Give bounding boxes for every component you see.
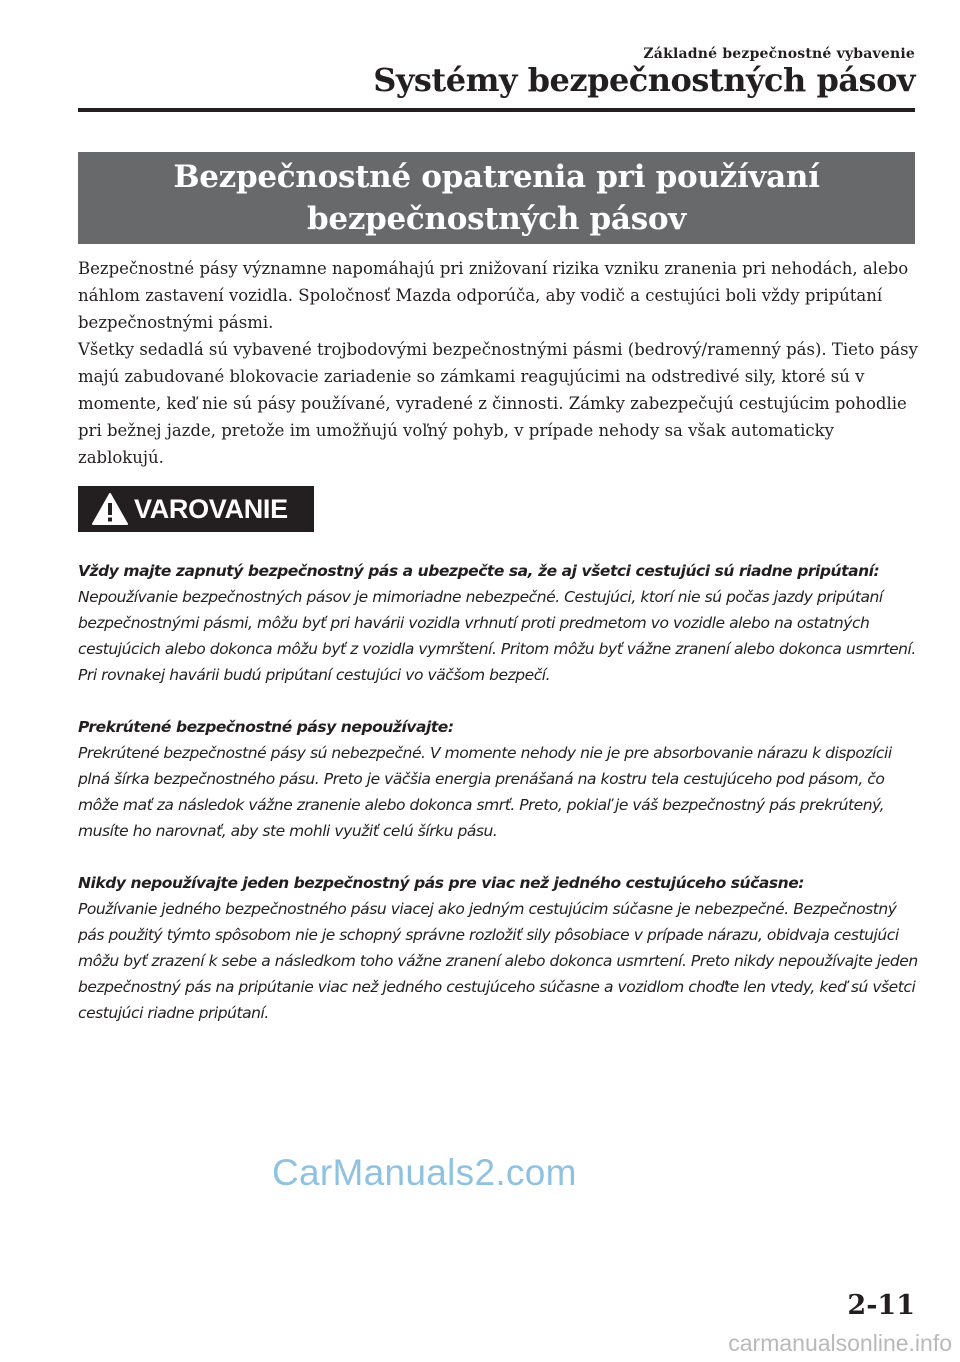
- section-title: Bezpečnostné opatrenia pri používaní bezpečnostných pásov: [173, 159, 820, 237]
- intro-text: [78, 255, 923, 471]
- footer-watermark: carmanualsonline.info: [728, 1330, 952, 1356]
- warning-body: Nepoužívanie bezpečnostných pásov je mimoriadne nebezpečné. Cestujúci, ktorí nie sú počas jazdy pripútaní bezpečnostnými pásmi, môžu byť pri havárii vozidla vrhnutí proti predmetom vo vozidle alebo na ostatných cestujúcich alebo dokonca môžu byť z vozidla vymrštení. Pritom môžu byť vážne zranení alebo dokonca usmrtení. Pri rovnakej havárii budú pripútaní cestujúci vo väčšom bezpečí.: [78, 588, 916, 684]
- warning-list: [78, 558, 923, 1052]
- intro-paragraph: Bezpečnostné pásy významne napomáhajú pri znižovaní rizika vzniku zranenia pri nehodách, alebo náhlom zastavení vozidla. Spoločnosť Mazda odporúča, aby vodič a cestujúci boli vždy pripútaní bezpečnostnými pásmi.: [78, 259, 909, 332]
- chapter-subtitle: Základné bezpečnostné vybavenie: [643, 46, 915, 62]
- warning-heading: Nikdy nepoužívajte jeden bezpečnostný pás pre viac než jedného cestujúceho súčasne:: [78, 874, 805, 892]
- warning-item: [78, 714, 923, 844]
- warning-heading: Vždy majte zapnutý bezpečnostný pás a ubezpečte sa, že aj všetci cestujúci sú riadne pripútaní:: [78, 562, 880, 580]
- warning-label: VAROVANIE: [134, 493, 288, 524]
- chapter-title: Systémy bezpečnostných pásov: [373, 61, 915, 99]
- section-title-banner: [78, 152, 915, 244]
- warning-triangle-icon: [90, 491, 130, 527]
- warning-item: [78, 870, 923, 1026]
- warning-heading: Prekrútené bezpečnostné pásy nepoužívajte:: [78, 718, 454, 736]
- watermark: CarManuals2.com: [272, 1152, 577, 1193]
- warning-badge: [78, 486, 314, 532]
- warning-body: Prekrútené bezpečnostné pásy sú nebezpečné. V momente nehody nie je pre absorbovanie nárazu k dispozícii plná šírka bezpečnostného pásu. Preto je väčšia energia prenášaná na kostru tela cestujúceho pod pásom, čo môže mať za následok vážne zranenie alebo dokonca smrť. Preto, pokiaľ je váš bezpečnostný pás prekrútený, musíte ho narovnať, aby ste mohli využiť celú šírku pásu.: [78, 744, 892, 840]
- header-divider: [78, 108, 915, 112]
- page-number: 2-11: [847, 1290, 915, 1321]
- warning-item: [78, 558, 923, 688]
- intro-paragraph: Všetky sedadlá sú vybavené trojbodovými bezpečnostnými pásmi (bedrový/ramenný pás). Tieto pásy majú zabudované blokovacie zariadenie so zámkami reagujúcimi na odstredivé sily, ktoré sú v momente, keď nie sú pásy používané, vyradené z činnosti. Zámky zabezpečujú cestujúcim pohodlie pri bežnej jazde, pretože im umožňujú voľný pohyb, v prípade nehody sa však automaticky zablokujú.: [78, 340, 918, 467]
- warning-body: Používanie jedného bezpečnostného pásu viacej ako jedným cestujúcim súčasne je nebezpečné. Bezpečnostný pás použitý týmto spôsobom nie je schopný správne rozložiť sily pôsobiace v prípade nárazu, obidvaja cestujúci môžu byť zrazení k sebe a následkom toho vážne zranení alebo dokonca usmrtení. Preto nikdy nepoužívajte jeden bezpečnostný pás na pripútanie viac než jedného cestujúceho súčasne a vozidlom choďte len vtedy, keď sú všetci cestujúci riadne pripútaní.: [78, 900, 918, 1022]
